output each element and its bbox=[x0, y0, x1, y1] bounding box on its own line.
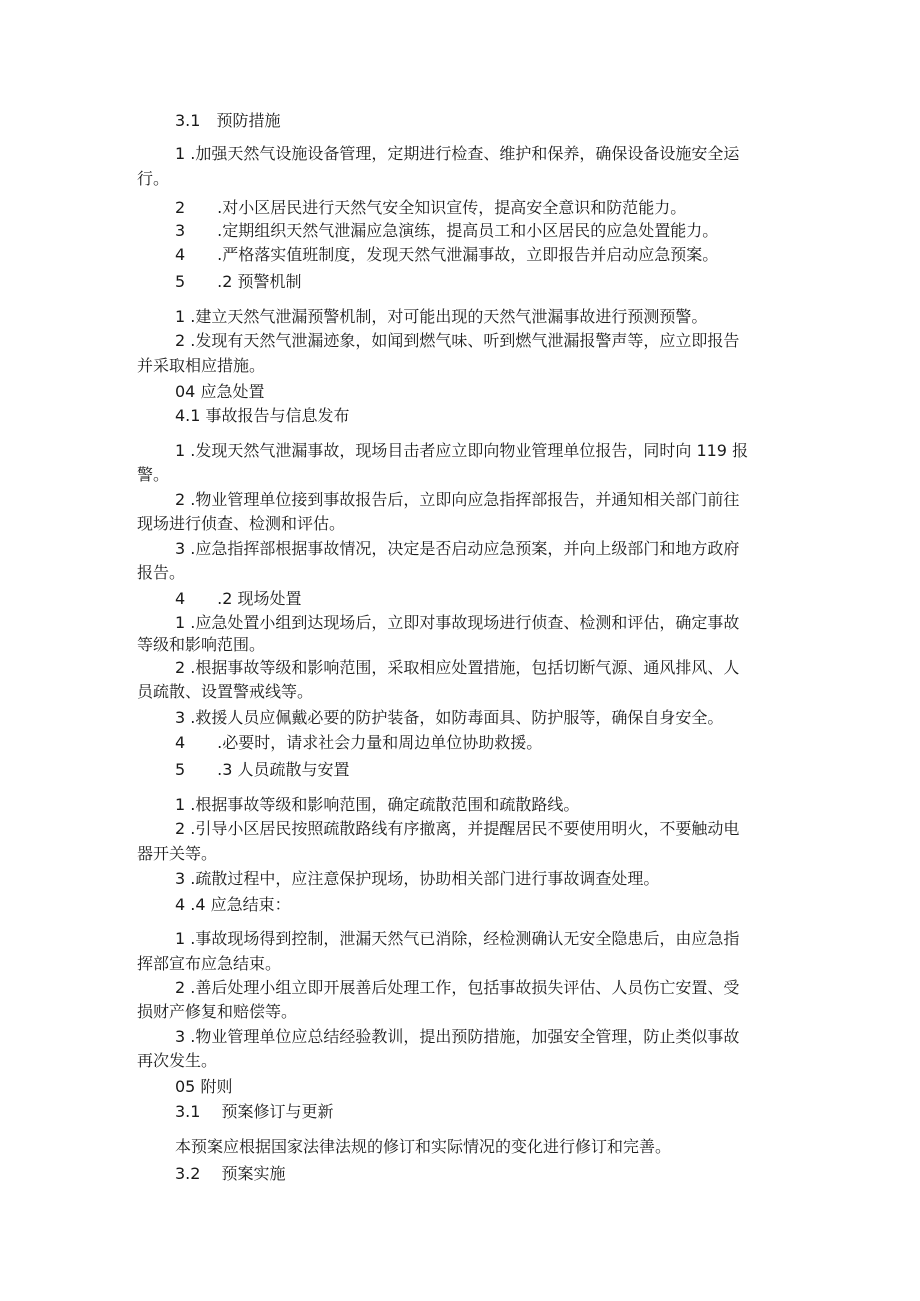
list-item: 3 .疏散过程中，应注意保护现场，协助相关部门进行事故调查处理。 bbox=[175, 869, 660, 888]
list-item: 3 .定期组织天然气泄漏应急演练，提高员工和小区居民的应急处置能力。 bbox=[175, 221, 719, 240]
paragraph-line: 2 .发现有天然气泄漏迹象，如闻到燃气味、听到燃气泄漏报警声等，应立即报告 bbox=[175, 331, 740, 350]
paragraph-line: 挥部宣布应急结束。 bbox=[137, 954, 282, 973]
paragraph-line: 3 .应急指挥部根据事故情况，决定是否启动应急预案，并向上级部门和地方政府 bbox=[175, 539, 740, 558]
section-heading-3-1: 3.1 预防措施 bbox=[175, 111, 281, 130]
paragraph-line: 1 .应急处置小组到达现场后，立即对事故现场进行侦查、检测和评估，确定事故 bbox=[175, 613, 740, 632]
paragraph-line: 并采取相应措施。 bbox=[137, 356, 266, 375]
list-item: 4 .严格落实值班制度，发现天然气泄漏事故，立即报告并启动应急预案。 bbox=[175, 245, 719, 264]
paragraph-line: 2 .引导小区居民按照疏散路线有序撤离，并提醒居民不要使用明火，不要触动电 bbox=[175, 819, 740, 838]
paragraph-line: 2 .物业管理单位接到事故报告后，立即向应急指挥部报告，并通知相关部门前往 bbox=[175, 490, 740, 509]
paragraph-line: 现场进行侦查、检测和评估。 bbox=[137, 514, 346, 533]
section-heading-4-4: 4 .4 应急结束： bbox=[175, 895, 291, 914]
paragraph-line: 器开关等。 bbox=[137, 844, 218, 863]
section-heading-3-2: 5 .2 预警机制 bbox=[175, 272, 302, 291]
paragraph-line: 报告。 bbox=[137, 563, 186, 582]
paragraph-line: 2 .善后处理小组立即开展善后处理工作，包括事故损失评估、人员伤亡安置、受 bbox=[175, 978, 740, 997]
paragraph-line: 损财产修复和赔偿等。 bbox=[137, 1002, 298, 1021]
list-item: 3 .救援人员应佩戴必要的防护装备，如防毒面具、防护服等，确保自身安全。 bbox=[175, 708, 724, 727]
section-heading-4-3: 5 .3 人员疏散与安置 bbox=[175, 760, 350, 779]
chapter-heading-04: 04 应急处置 bbox=[175, 382, 265, 401]
list-item: 2 .对小区居民进行天然气安全知识宣传，提高安全意识和防范能力。 bbox=[175, 198, 687, 217]
list-item: 1 .根据事故等级和影响范围，确定疏散范围和疏散路线。 bbox=[175, 795, 580, 814]
section-heading-4-1: 4.1 事故报告与信息发布 bbox=[175, 406, 350, 425]
section-heading-4-2: 4 .2 现场处置 bbox=[175, 589, 302, 608]
paragraph-line: 再次发生。 bbox=[137, 1051, 218, 1070]
paragraph-line: 警。 bbox=[137, 465, 170, 484]
paragraph-line: 本预案应根据国家法律法规的修订和实际情况的变化进行修订和完善。 bbox=[175, 1137, 672, 1156]
paragraph-line: 2 .根据事故等级和影响范围，采取相应处置措施，包括切断气源、通风排风、人 bbox=[175, 658, 740, 677]
paragraph-line: 等级和影响范围。 bbox=[137, 635, 266, 654]
list-item: 1 .建立天然气泄漏预警机制，对可能出现的天然气泄漏事故进行预测预警。 bbox=[175, 307, 708, 326]
paragraph-line: 3 .物业管理单位应总结经验教训，提出预防措施，加强安全管理，防止类似事故 bbox=[175, 1027, 740, 1046]
paragraph-line: 行。 bbox=[137, 169, 170, 188]
list-item: 4 .必要时，请求社会力量和周边单位协助救援。 bbox=[175, 733, 543, 752]
chapter-heading-05: 05 附则 bbox=[175, 1077, 233, 1096]
section-heading-5-1: 3.1 预案修订与更新 bbox=[175, 1102, 334, 1121]
paragraph-line: 1 .发现天然气泄漏事故，现场目击者应立即向物业管理单位报告，同时向 119 报 bbox=[175, 441, 749, 460]
paragraph-line: 员疏散、设置警戒线等。 bbox=[137, 682, 314, 701]
paragraph-line: 1 .加强天然气设施设备管理，定期进行检查、维护和保养，确保设备设施安全运 bbox=[175, 144, 740, 163]
paragraph-line: 1 .事故现场得到控制，泄漏天然气已消除，经检测确认无安全隐患后，由应急指 bbox=[175, 929, 740, 948]
section-heading-5-2: 3.2 预案实施 bbox=[175, 1164, 286, 1183]
